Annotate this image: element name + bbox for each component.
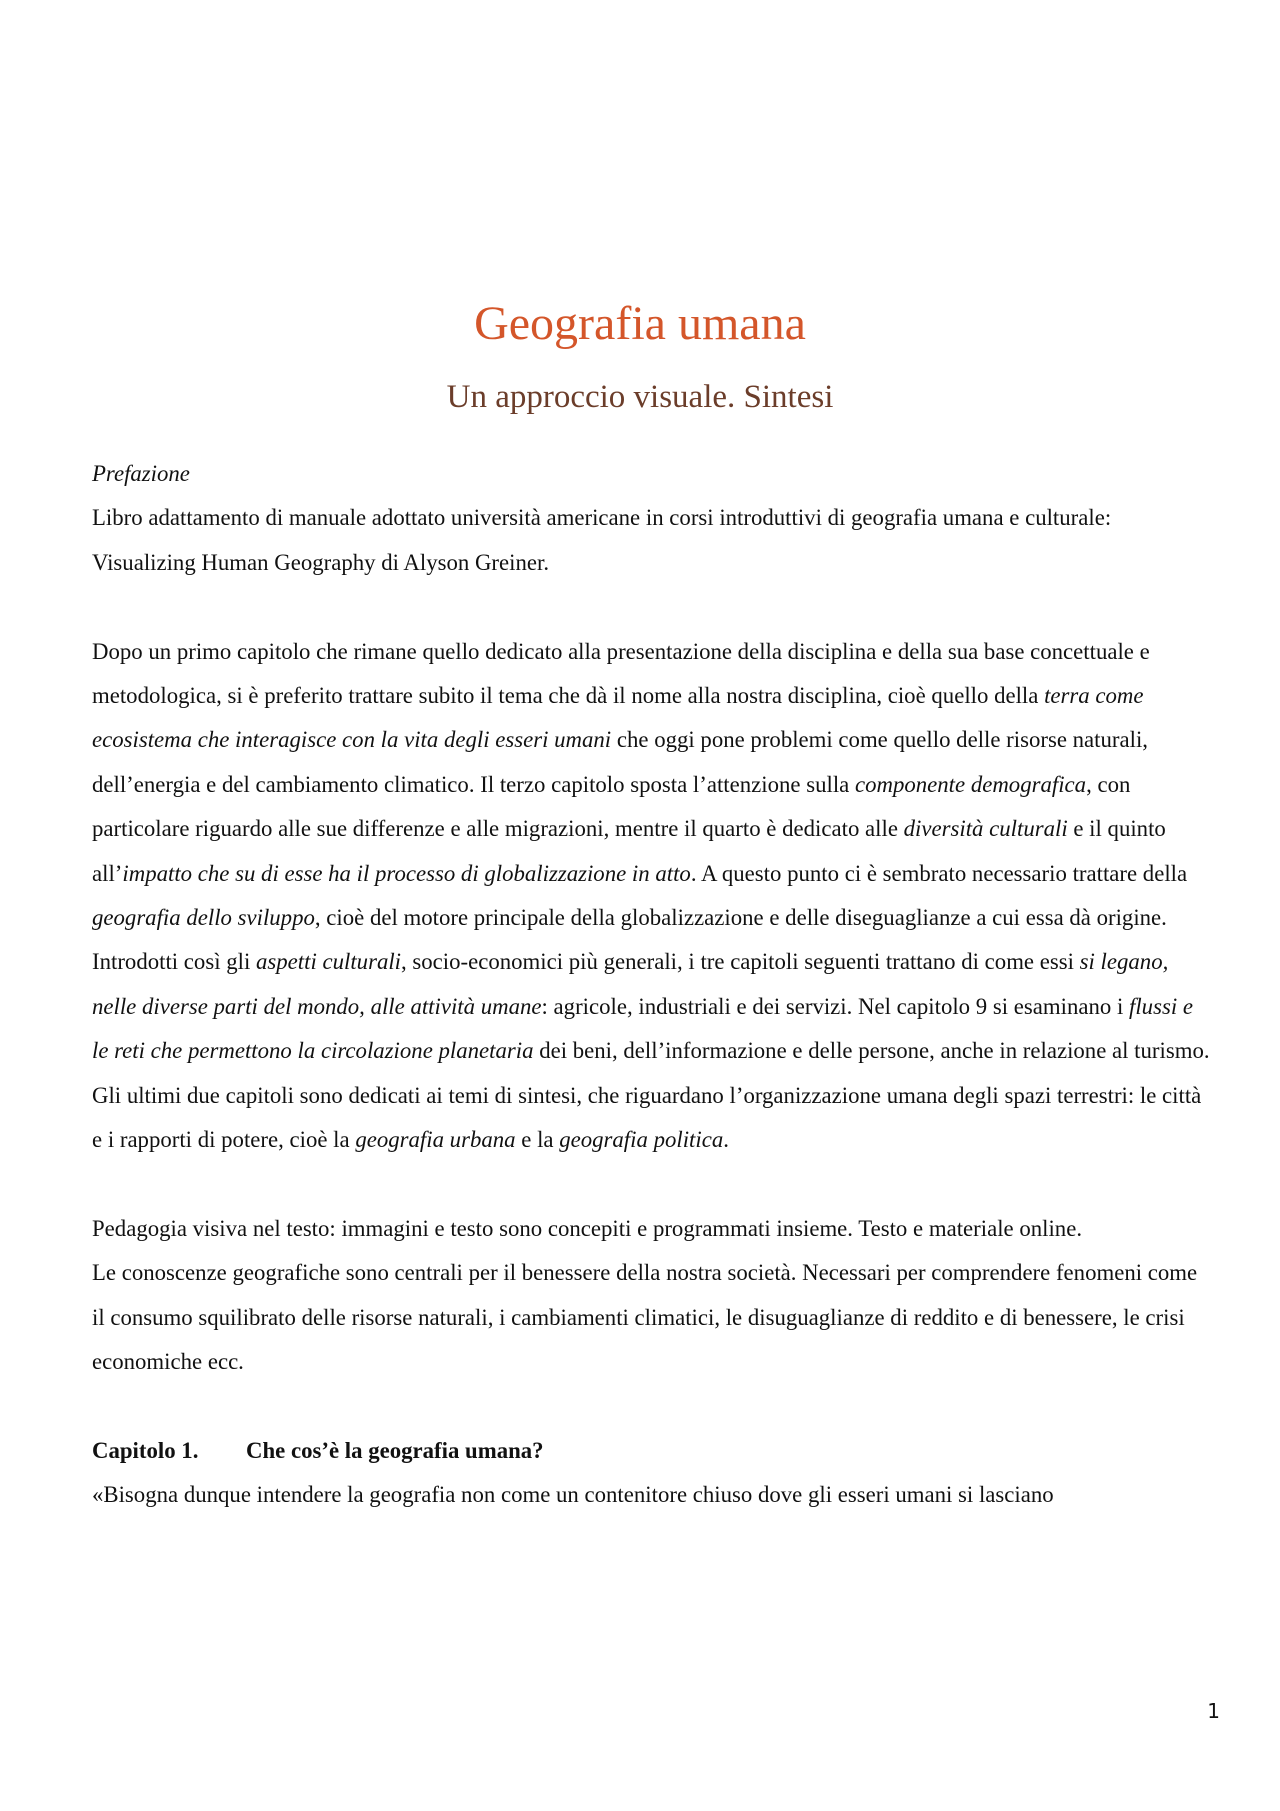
- page-number: 1: [1207, 1699, 1220, 1723]
- document-subtitle: Un approccio visuale. Sintesi: [446, 379, 834, 415]
- document-title: Geografia umana: [474, 297, 806, 350]
- chapter-heading: [92, 1429, 1210, 1473]
- paragraph-gap: [92, 1385, 1210, 1429]
- geographic-knowledge-paragraph: Le conoscenze geografiche sono centrali per il benessere della nostra società. Necessari per comprendere fenomeni come il consumo squilibrato delle risorse naturali, i cambiamenti climatici, le disuguaglianze di reddito e di benessere, le crisi economiche ecc.: [92, 1260, 1198, 1375]
- paragraph-gap: [92, 1162, 1210, 1206]
- preface-heading: Prefazione: [92, 461, 190, 486]
- chapters-overview-paragraph: Dopo un primo capitolo che rimane quello dedicato alla presentazione della disciplina e della sua base concettuale e metodologica, si è preferito trattare subito il tema che dà il nome alla nostra disciplina, cioè quello della terra come ecosistema che interagisce con la vita degli esseri umani che oggi pone problemi come quello delle risorse naturali, dell’energia e del cambiamento climatico. Il terzo capitolo sposta l’attenzione sulla componente demografica, con particolare riguardo alle sue differenze e alle migrazioni, mentre il quarto è dedicato alle diversità culturali e il quinto all’impatto che su di esse ha il processo di globalizzazione in atto. A questo punto ci è sembrato necessario trattare della geografia dello sviluppo, cioè del motore principale della globalizzazione e delle diseguaglianze a cui essa dà origine. Introdotti così gli aspetti culturali, socio-economici più generali, i tre capitoli seguenti trattano di come essi si legano, nelle diverse parti del mondo, alle attività umane: agricole, industriali e dei servizi. Nel capitolo 9 si esaminano i flussi e le reti che permettono la circolazione planetaria dei beni, dell’informazione e delle persone, anche in relazione al turismo. Gli ultimi due capitoli sono dedicati ai temi di sintesi, che riguardano l’organizzazione umana degli spazi terrestri: le città e i rapporti di potere, cioè la geografia urbana e la geografia politica.: [92, 638, 1210, 1153]
- chapter-number: Capitolo 1.: [92, 1437, 199, 1463]
- visual-pedagogy-paragraph: Pedagogia visiva nel testo: immagini e testo sono concepiti e programmati insieme. Testo e materiale online.: [92, 1215, 1083, 1241]
- chapter-title: Che cos’è la geografia umana?: [246, 1437, 544, 1463]
- paragraph-gap: [92, 585, 1210, 629]
- preface-intro-paragraph: Libro adattamento di manuale adottato università americane in corsi introduttivi di geografia umana e culturale: Visualizing Human Geography di Alyson Greiner.: [92, 505, 1112, 575]
- chapter-quote-paragraph: «Bisogna dunque intendere la geografia non come un contenitore chiuso dove gli esseri umani si lasciano: [92, 1482, 1054, 1508]
- document-body: [92, 452, 1210, 1518]
